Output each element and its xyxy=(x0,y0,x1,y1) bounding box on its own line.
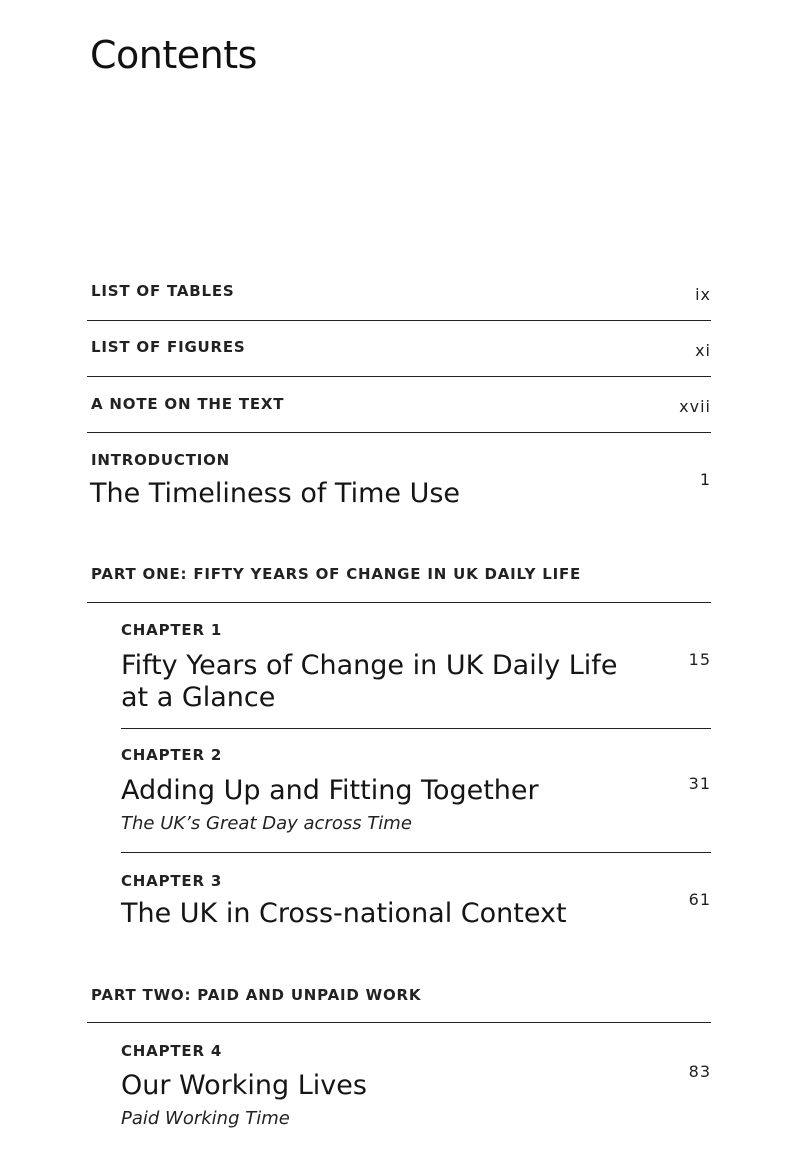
toc-entry-page: 1 xyxy=(699,470,711,489)
toc-entry-page: ix xyxy=(695,285,711,304)
toc-entry-kicker: CHAPTER 4 xyxy=(121,1042,223,1060)
toc-entry-kicker: CHAPTER 2 xyxy=(121,746,223,764)
toc-entry-label: LIST OF FIGURES xyxy=(91,338,246,356)
toc-entry-kicker: CHAPTER 1 xyxy=(121,621,223,639)
toc-entry-page: 61 xyxy=(688,890,711,909)
toc-entry-kicker: INTRODUCTION xyxy=(91,451,231,469)
part-heading: PART ONE: FIFTY YEARS OF CHANGE IN UK DAILY LIFE xyxy=(91,565,582,583)
toc-entry-subtitle: The UK’s Great Day across Time xyxy=(121,813,412,834)
toc-entry-page: 31 xyxy=(688,774,711,793)
toc-entry-page: xvii xyxy=(679,397,711,416)
toc-entry-label: LIST OF TABLES xyxy=(91,282,235,300)
toc-entry-kicker: CHAPTER 3 xyxy=(121,872,223,890)
toc-entry-chapter-2[interactable] xyxy=(121,729,711,852)
toc-entry-introduction[interactable] xyxy=(87,432,711,532)
toc-entry-list-of-tables[interactable] xyxy=(87,264,711,321)
toc-entry-chapter-1[interactable] xyxy=(121,603,711,728)
toc-entry-label: A NOTE ON THE TEXT xyxy=(91,395,285,413)
toc-entry-page: 83 xyxy=(688,1062,711,1081)
toc-entry-title: The Timeliness of Time Use xyxy=(90,478,461,509)
toc-entry-chapter-4[interactable] xyxy=(121,1023,711,1148)
toc-entry-note-on-text[interactable] xyxy=(87,376,711,433)
toc-entry-page: xi xyxy=(695,341,711,360)
toc-entry-title-line1: Fifty Years of Change in UK Daily Life xyxy=(121,650,618,681)
part-heading: PART TWO: PAID AND UNPAID WORK xyxy=(91,986,422,1004)
page-title: Contents xyxy=(90,33,257,78)
toc-entry-chapter-3[interactable] xyxy=(121,853,711,943)
toc-entry-title-line2: at a Glance xyxy=(121,682,276,713)
toc-entry-title: Our Working Lives xyxy=(121,1070,367,1101)
toc-entry-subtitle: Paid Working Time xyxy=(121,1108,290,1129)
toc-entry-title: Adding Up and Fitting Together xyxy=(121,775,539,806)
toc-entry-list-of-figures[interactable] xyxy=(87,320,711,377)
toc-entry-title: The UK in Cross-national Context xyxy=(121,898,567,929)
toc-entry-page: 15 xyxy=(688,650,711,669)
